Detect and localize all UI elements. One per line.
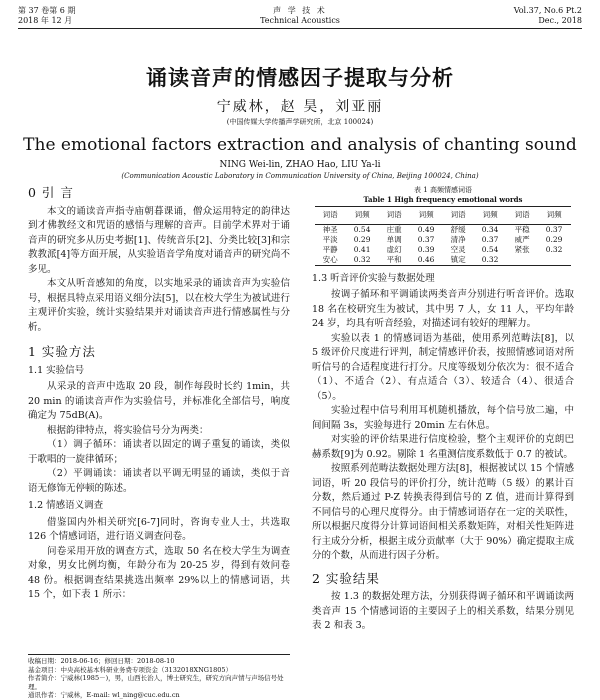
table-cell: 0.41: [353, 244, 371, 254]
listening-paragraph-5: 按照系列范畴法数据处理方法[8]，根据被试以 15 个情感词语，听 20 段信号的评价打分，统计范畴（5 级）的累计百分数，然后通过 P-Z 转换表得到信号的 Z 值，进而计算得到不同信号的心理尺度得分。由于情感词语存在一定的关联性，所以根据尺度得分计算词语间相关系数矩阵，对相关性矩阵进行主成分分析，根据主成分贡献率（大于 90%）确定提取主成分的个数，从而进行因子分析。: [312, 463, 574, 561]
section-heading-intro: 0 引 言: [28, 185, 74, 200]
paper-title-en: The emotional factors extraction and analysis of chanting sound: [23, 135, 577, 155]
footnote: [28, 654, 290, 700]
table-cell: 平淡: [322, 234, 338, 244]
listening-paragraph-2: 实验以表 1 的情感词语为基础，使用系列范畴法[8]，以 5 级评价尺度进行评判，制定情感评价表，按照情感词语对所听信号的合适程度进行打分。尺度等级划分依次为：很不适合（1）、不适合（2）、有点适合（3）、较适合（4）、很适合（5）。: [312, 332, 574, 402]
journal-name-cn: 声 学 技 术: [273, 6, 327, 15]
table-caption-cn: 表 1 高频情感词语: [414, 186, 472, 194]
footnote-corresponding: 通讯作者：宁威林，E-mail: wl_ning@cuc.edu.cn: [28, 691, 180, 699]
affiliation-cn: (中国传媒大学传播声学研究所，北京 100024): [226, 118, 374, 126]
table-cell: 虚幻: [386, 244, 402, 254]
volume-issue-en: Vol.37, No.6 Pt.2: [513, 6, 582, 15]
table-cell: 安心: [315, 255, 345, 266]
footnote-author: 作者简介：宁威林(1985－)，男，山西长治人，博士研究生，研究方向声情与声场信号处理。: [28, 674, 284, 691]
paper-title-cn: 诵读音声的情感因子提取与分析: [146, 65, 454, 90]
table-header-cell: 词语: [443, 207, 473, 225]
table-cell: [537, 255, 571, 266]
header-rule: [18, 28, 582, 29]
table-cell: 单调: [386, 234, 402, 244]
intro-paragraph-2: 本文从听音感知的角度，以实地采录的诵读音声为实验信号，根据具特点采用语义细分法[5]，以在校大学生为被试进行主观评价实验，统计实验结果并对诵读音声进行情感属性与分析。: [28, 278, 290, 333]
table-caption-en: Table 1 High frequency emotional words: [363, 195, 523, 204]
table-cell: 0.29: [545, 234, 563, 244]
table-cell: 空灵: [450, 244, 466, 254]
survey-paragraph-1: 借鉴国内外相关研究[6-7]同时，咨询专业人士，共选取 126 个情感词语，进行语义调查问卷。: [28, 516, 290, 542]
table-cell: 平和: [379, 255, 409, 266]
table-cell: 庄重: [386, 224, 402, 234]
table-cell: 0.37: [545, 224, 563, 234]
table-cell: 0.32: [473, 255, 507, 266]
journal-volume-en: [514, 6, 582, 26]
footnote-funding: 基金项目：中央高校基本科研业务费专项资金（3132018XNG1805）: [28, 665, 232, 674]
table-cell: 0.32: [545, 244, 563, 254]
volume-issue: 第 37 卷第 6 期: [18, 6, 76, 15]
intro-paragraph-1: 本文的诵读音声指寺庙朝暮课诵，僧众运用特定的韵律达到才佛教经文和咒语的感悟与理解的音声。目前学术界对于诵音声的研究多从历史考据[1]、传统音乐[2]、分类比较[3]和宗教教派[4]等方面开展，从实验语音学角度对诵音声的研究尚不多见。: [28, 205, 290, 275]
table-header-cell: 词语: [379, 207, 409, 225]
table-cell: 0.32: [345, 255, 379, 266]
section-heading-results: 2 实验结果: [312, 570, 380, 586]
journal-name-en: Technical Acoustics: [260, 16, 340, 25]
table-row: [315, 235, 571, 245]
table-cell: 紧张: [514, 244, 530, 254]
table-cell: 舒缓: [450, 224, 466, 234]
subsection-heading-listening: 1.3 听音评价实验与数据处理: [312, 272, 435, 284]
running-header: [0, 4, 600, 30]
signal-paragraph-4: （2）平调诵读：诵读者以平调无明显的诵读，类似于音语无修饰无停顿的陈述。: [28, 468, 290, 494]
subsection-heading-signal: 1.1 实验信号: [28, 364, 85, 376]
table-cell: 0.37: [481, 234, 499, 244]
results-paragraph-1: 按 1.3 的数据处理方法，分别获得调子循环和平调诵读两类音声 15 个情感词语的主要因子上的相关系数，结果分别见表 2 和表 3。: [312, 591, 574, 631]
signal-paragraph-3: （1）调子循环：诵读者以固定的调子重复的诵读，类似于歌唱的一旋律循环；: [28, 439, 290, 465]
table-header-row: [315, 207, 571, 225]
left-column: [28, 180, 290, 603]
table-header-cell: 词语: [507, 207, 537, 225]
table-cell: 0.49: [417, 224, 435, 234]
table-header-cell: 词频: [537, 207, 571, 225]
table-cell: 0.34: [481, 224, 499, 234]
table-cell: 平静: [322, 244, 338, 254]
table-cell: 神圣: [322, 224, 338, 234]
issue-date-en: Dec., 2018: [538, 16, 582, 25]
table-header-cell: 词频: [409, 207, 443, 225]
table-row: [315, 224, 571, 235]
right-column: [312, 186, 574, 634]
authors-cn: 宁威林，赵 昊，刘亚丽: [216, 99, 384, 115]
table-cell: 0.39: [417, 244, 435, 254]
listening-paragraph-1: 按调子循环和平调诵读两类音声分别进行听音评价。选取 18 名在校研究生为被试，其中男 7 人，女 11 人，平均年龄 24 岁，均具有听音经验，对描述词有较好的理解力。: [312, 289, 574, 329]
table-row: [315, 245, 571, 255]
emotion-words-table: [315, 206, 571, 266]
table-header-cell: 词频: [473, 207, 507, 225]
table-cell: 镇定: [443, 255, 473, 266]
table-cell: [507, 255, 537, 266]
signal-paragraph-1: 从采录的音声中选取 20 段，制作每段时长约 1min，共 20 min 的诵读音声作为实验信号，并标准化全部信号，响度确定为 75dB(A)。: [28, 381, 290, 421]
table-row: [315, 255, 571, 266]
table-cell: 0.54: [481, 244, 499, 254]
table-cell: 0.46: [409, 255, 443, 266]
listening-paragraph-3: 实验过程中信号利用耳机随机播放，每个信号放二遍，中间间隔 3s，实验每进行 20min 左右休息。: [312, 405, 574, 431]
listening-paragraph-4: 对实验的评价结果进行信度检验，整个主观评价的克朗巴赫系数[9]为 0.92。剔除 1 名重测信度系数低于 0.7 的被试。: [312, 434, 574, 460]
table-cell: 平稳: [514, 224, 530, 234]
table-header-cell: 词频: [345, 207, 379, 225]
table-cell: 清净: [450, 234, 466, 244]
footnote-received: 收稿日期：2018-06-16；修回日期：2018-08-10: [28, 657, 175, 665]
journal-name: [0, 6, 600, 26]
table-caption: [312, 186, 574, 204]
table-cell: 威严: [514, 234, 530, 244]
table-cell: 0.54: [353, 224, 371, 234]
section-heading-methods: 1 实验方法: [28, 344, 96, 359]
survey-paragraph-2: 问卷采用开放的调查方式，选取 50 名在校大学生为调查对象，男女比例均衡，年龄分布为 20-25 岁，得到有效问卷 48 份。根据调查结果挑选出频率 29%以上的情感词语，共 15 个，如下表 1 所示：: [28, 545, 290, 600]
subsection-heading-survey: 1.2 情感语义调查: [28, 500, 104, 511]
issue-date: 2018 年 12 月: [18, 16, 73, 25]
table-cell: 0.37: [417, 234, 435, 244]
table-header-cell: 词语: [315, 207, 345, 225]
signal-paragraph-2: 根据韵律特点，将实验信号分为两类：: [47, 424, 209, 436]
authors-en: NING Wei-lin, ZHAO Hao, LIU Ya-li: [219, 160, 381, 170]
affiliation-en: (Communication Acoustic Laboratory in Communication University of China, Beijing 100024, China): [121, 172, 479, 180]
table-cell: 0.29: [353, 234, 371, 244]
